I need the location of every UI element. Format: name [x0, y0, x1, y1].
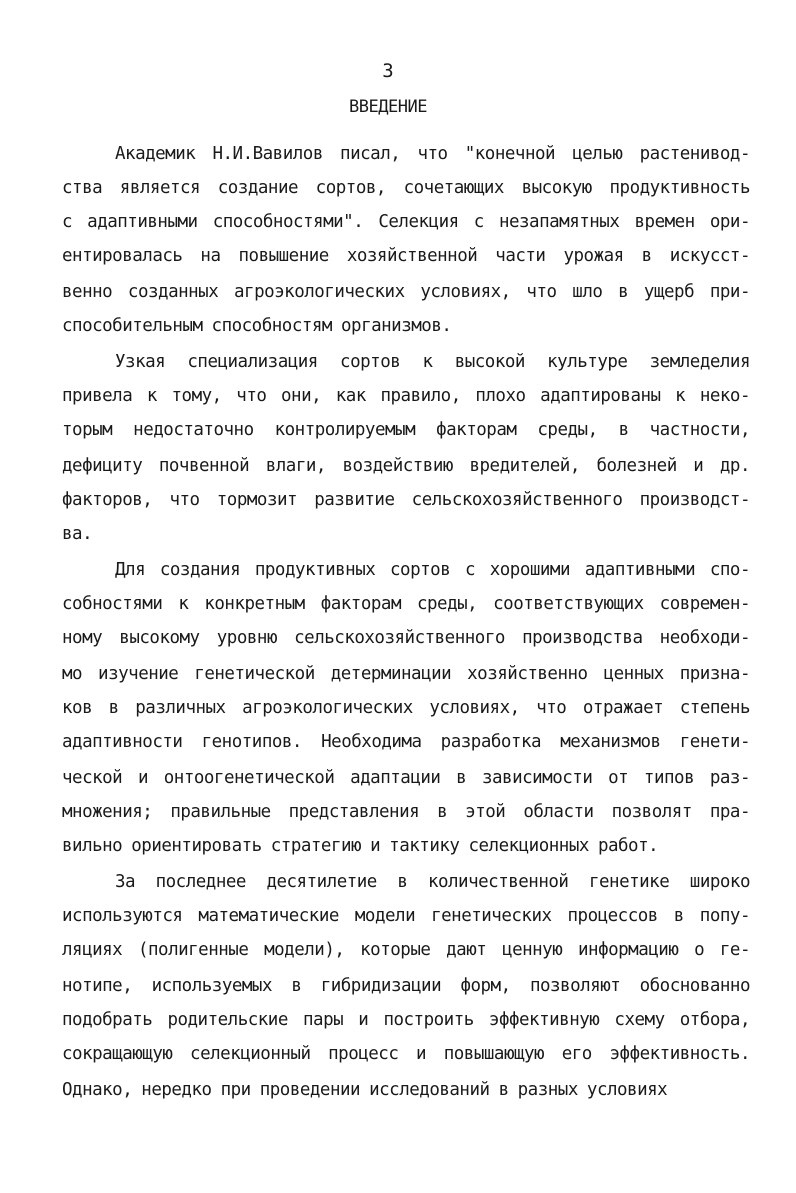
- paragraph-1-line-4: ентировалась на повышение хозяйственной части урожая в искусст-: [62, 246, 750, 266]
- paragraph-2-line-6: ва.: [62, 524, 93, 544]
- paragraph-3-line-2: собностями к конкретным факторам среды, соответствующих современ-: [62, 594, 750, 614]
- paragraph-3-line-9: вильно ориентировать стратегию и тактику селекционных работ.: [62, 836, 659, 856]
- paragraph-4-line-5: подобрать родительские пары и построить эффективную схему отбора,: [62, 1010, 750, 1030]
- section-heading: ВВЕДЕНИЕ: [349, 97, 427, 117]
- paragraph-4-line-6: сокращающую селекционный процесс и повышающую его эффективность.: [62, 1044, 750, 1064]
- paragraph-3-line-6: адаптивности генотипов. Необходима разработка механизмов генети-: [62, 732, 750, 752]
- paragraph-2-line-5: факторов, что тормозит развитие сельскохозяйственного производст-: [62, 490, 750, 510]
- paragraph-4-line-3: ляциях (полигенные модели), которые дают ценную информацию о ге-: [62, 940, 750, 960]
- paragraph-1-line-2: ства является создание сортов, сочетающих высокую продуктивность: [62, 178, 750, 198]
- paragraph-4-line-4: нотипе, используемых в гибридизации форм, позволяют обоснованно: [62, 976, 750, 996]
- paragraph-3-line-5: ков в различных агроэкологических условиях, что отражает степень: [62, 698, 750, 718]
- paragraph-2-line-4: дефициту почвенной влаги, воздействию вредителей, болезней и др.: [62, 456, 750, 476]
- paragraph-3-line-8: множения; правильные представления в этой области позволят пра-: [62, 802, 750, 822]
- paragraph-2-line-1: Узкая специализация сортов к высокой культуре земледелия: [115, 352, 750, 372]
- paragraph-1-line-3: с адаптивными способностями". Селекция с незапамятных времен ори-: [62, 212, 750, 232]
- paragraph-1-line-6: способительным способностям организмов.: [62, 316, 452, 336]
- page-number: 3: [382, 60, 394, 82]
- paragraph-3-line-1: Для создания продуктивных сортов с хорошими адаптивными спо-: [115, 560, 750, 580]
- paragraph-2-line-2: привела к тому, что они, как правило, плохо адаптированы к неко-: [62, 386, 750, 406]
- paragraph-3-line-4: мо изучение генетической детерминации хозяйственно ценных призна-: [62, 664, 750, 684]
- paragraph-3-line-7: ческой и онтоогенетической адаптации в зависимости от типов раз-: [62, 768, 750, 788]
- paragraph-4-line-2: используются математические модели генетических процессов в попу-: [62, 906, 750, 926]
- paragraph-1-line-1: Академик Н.И.Вавилов писал, что "конечной целью растенивод-: [115, 144, 750, 164]
- paragraph-3-line-3: ному высокому уровню сельскохозяйственного производства необходи-: [62, 628, 750, 648]
- paragraph-1-line-5: венно созданных агроэкологических условиях, что шло в ущерб при-: [62, 282, 750, 302]
- paragraph-4-line-1: За последнее десятилетие в количественной генетике широко: [115, 872, 750, 892]
- paragraph-2-line-3: торым недостаточно контролируемым факторам среды, в частности,: [62, 420, 750, 440]
- paragraph-4-line-7: Однако, нередко при проведении исследований в разных условиях: [62, 1080, 668, 1100]
